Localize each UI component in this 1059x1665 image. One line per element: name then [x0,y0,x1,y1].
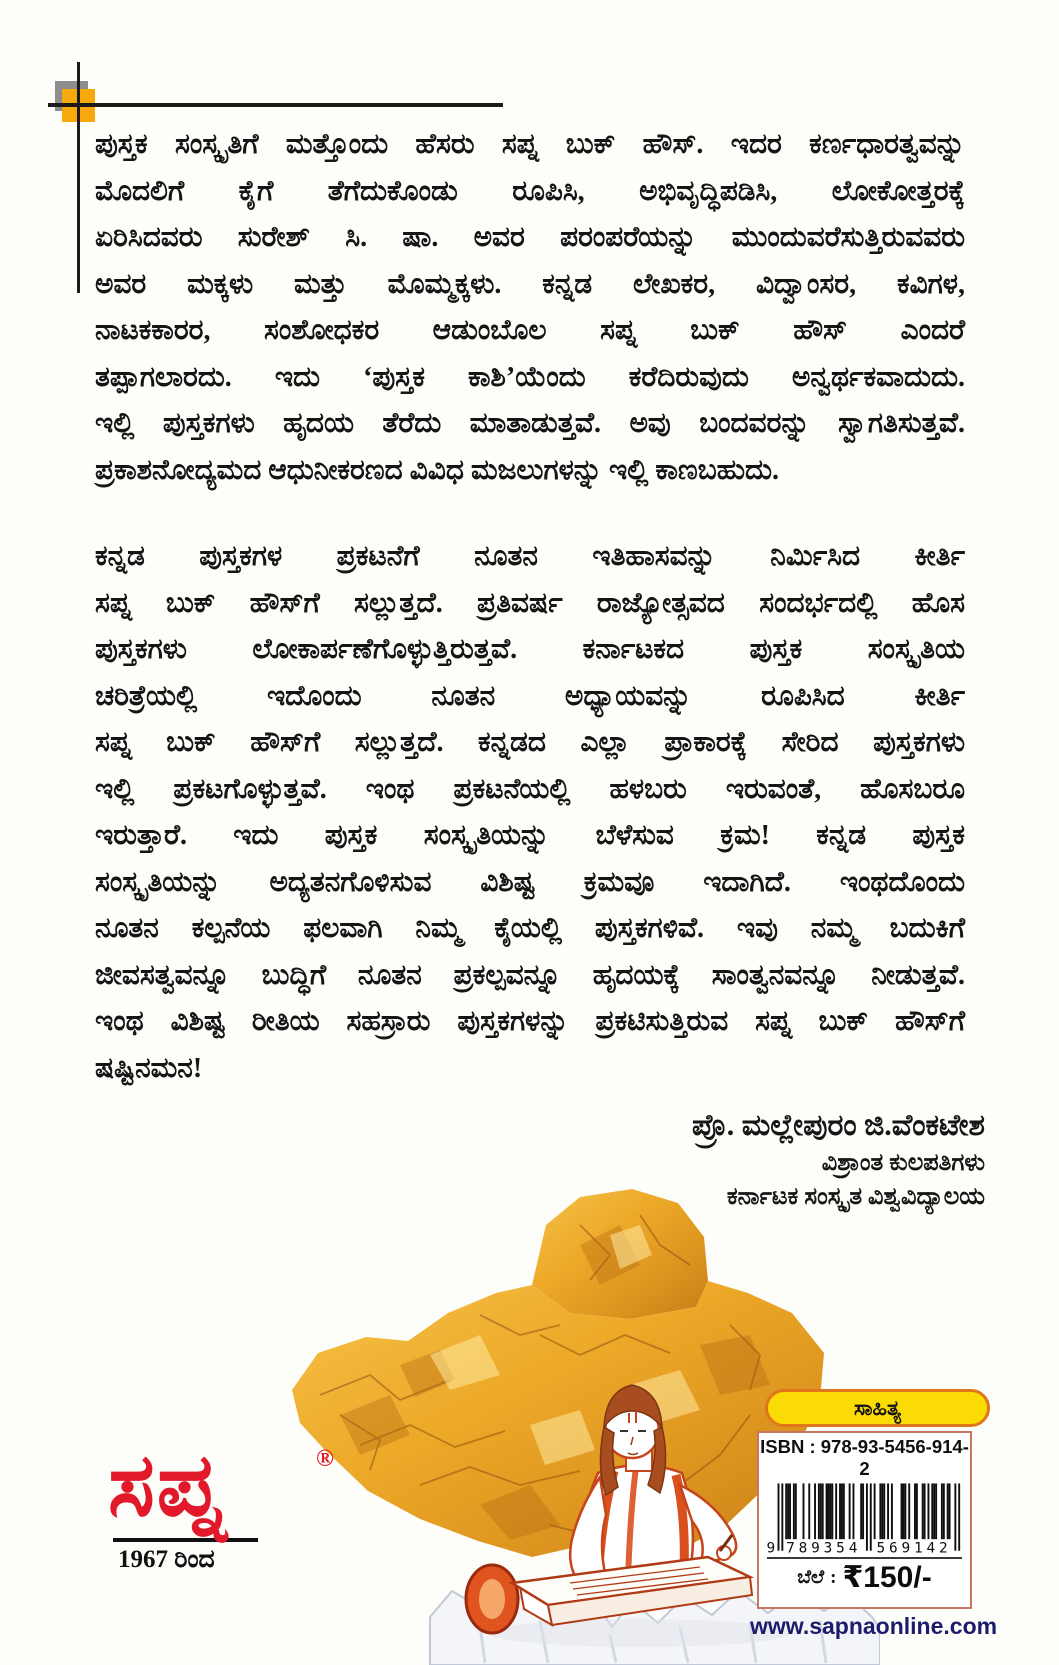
price-value: ₹150/- [842,1561,932,1594]
blurb-line: ನೂತನ ಕಲ್ಪನೆಯ ಫಲವಾಗಿ ನಿಮ್ಮ ಕೈಯಲ್ಲಿ ಪುಸ್ತಕಗಳಿವೆ. ಇವು ನಮ್ಮ ಬದುಕಿಗೆ [95,913,965,944]
website-url: www.sapnaonline.com [750,1613,998,1639]
blurb-line: ಚರಿತ್ರೆಯಲ್ಲಿ ಇದೊಂದು ನೂತನ ಅಧ್ಯಾಯವನ್ನು ರೂಪಿಸಿದ ಕೀರ್ತಿ [95,680,965,712]
blurb-line: ಇಲ್ಲಿ ಪ್ರಕಟಗೊಳ್ಳುತ್ತವೆ. ಇಂಥ ಪ್ರಕಟನೆಯಲ್ಲಿ ಹಳಬರು ಇರುವಂತೆ, ಹೊಸಬರೂ [95,773,965,805]
blurb-line: ಇಂಥ ವಿಶಿಷ್ಟ ರೀತಿಯ ಸಹಸ್ರಾರು ಪುಸ್ತಕಗಳನ್ನು ಪ್ರಕಟಿಸುತ್ತಿರುವ ಸಪ್ನ ಬುಕ್ ಹೌಸ್‌ಗೆ [95,1006,965,1037]
barcode [759,1481,970,1557]
logo-underline [113,1538,258,1542]
attribution-block [425,1106,985,1214]
blurb-line: ನಾಟಕಕಾರರ, ಸಂಶೋಧಕರ ಆಡುಂಬೊಲ ಸಪ್ನ ಬುಕ್ ಹೌಸ್ ಎಂದರೆ [95,315,965,346]
registered-mark-icon: ® [316,1446,334,1472]
blurb-line: ಜೀವಸತ್ವವನ್ನೂ ಬುದ್ಧಿಗೆ ನೂತನ ಪ್ರಕಲ್ಪವನ್ನೂ ಹೃದಯಕ್ಕೆ ಸಾಂತ್ವನವನ್ನೂ ನೀಡುತ್ತವೆ. [95,959,965,991]
price-separator: : [830,1566,837,1588]
barcode-svg [766,1481,964,1557]
isbn-text: ISBN : 978-93-5456-914-2 [760,1436,969,1479]
category-badge [765,1389,990,1427]
publisher-logo-text: ಸಪ್ನ [108,1438,228,1535]
blurb-line: ಅವರ ಮಕ್ಕಳು ಮತ್ತು ಮೊಮ್ಮಕ್ಕಳು. ಕನ್ನಡ ಲೇಖಕರ, ವಿದ್ವಾಂಸರ, ಕವಿಗಳ, [95,268,965,300]
price-label: ಬೆಲೆ [797,1566,825,1588]
blurb-line: ಕನ್ನಡ ಪುಸ್ತಕಗಳ ಪ್ರಕಟನೆಗೆ ನೂತನ ಇತಿಹಾಸವನ್ನು ನಿರ್ಮಿಸಿದ ಕೀರ್ತಿ [95,541,965,572]
blurb-line: ಪ್ರಕಾಶನೋದ್ಯಮದ ಆಧುನೀಕರಣದ ವಿವಿಧ ಮಜಲುಗಳನ್ನು ಇಲ್ಲಿ ಕಾಣಬಹುದು. [95,454,780,486]
author-name: ಪ್ರೊ. ಮಲ್ಲೇಪುರಂ ಜಿ.ವೆಂಕಟೇಶ [691,1109,985,1142]
blurb-paragraph-2 [95,534,965,1092]
isbn-box [757,1431,972,1609]
category-badge-label: ಸಾಹಿತ್ಯ [853,1395,902,1420]
blurb-line: ಸಪ್ನ ಬುಕ್ ಹೌಸ್‌ಗೆ ಸಲ್ಲುತ್ತದೆ. ಪ್ರತಿವರ್ಷ ರಾಜ್ಯೋತ್ಸವದ ಸಂದರ್ಭದಲ್ಲಿ ಹೊಸ [95,587,965,619]
blurb-line: ಏರಿಸಿದವರು ಸುರೇಶ್ ಸಿ. ಷಾ. ಅವರ ಪರಂಪರೆಯನ್ನು ಮುಂದುವರೆಸುತ್ತಿರುವವರು [95,222,965,253]
blurb-text [95,122,965,1092]
blurb-line: ಪುಸ್ತಕ ಸಂಸ್ಕೃತಿಗೆ ಮತ್ತೊಂದು ಹೆಸರು ಸಪ್ನ ಬುಕ್ ಹೌಸ್. ಇದರ ಕರ್ಣಧಾರತ್ವವನ್ನು [95,129,965,160]
blurb-line: ಮೊದಲಿಗೆ ಕೈಗೆ ತೆಗೆದುಕೊಂಡು ರೂಪಿಸಿ, ಅಭಿವೃದ್ಧಿಪಡಿಸಿ, ಲೋಕೋತ್ತರಕ್ಕೆ [95,175,965,207]
author-title-2: ಕರ್ನಾಟಕ ಸಂಸ್ಕೃತ ವಿಶ್ವವಿದ್ಯಾಲಯ [726,1184,985,1210]
barcode-digits-right: 569142 [875,1540,952,1557]
blurb-line: ಸಪ್ನ ಬುಕ್ ಹೌಸ್‌ಗೆ ಸಲ್ಲುತ್ತದೆ. ಕನ್ನಡದ ಎಲ್ಲಾ ಪ್ರಾಕಾರಕ್ಕೆ ಸೇರಿದ ಪುಸ್ತಕಗಳು [95,727,965,758]
publisher-logo [108,1438,368,1574]
publisher-since: 1967 ರಿಂದ [118,1546,215,1573]
blurb-paragraph-1 [95,122,965,494]
gold-foil [292,1189,824,1561]
price-row [759,1560,970,1595]
blurb-line: ತಪ್ಪಾಗಲಾರದು. ಇದು ‘ಪುಸ್ತಕ ಕಾಶಿ’ಯೆಂದು ಕರೆದಿರುವುದು ಅನ್ವರ್ಥಕವಾದುದು. [95,361,965,393]
price-divider [767,1557,962,1559]
blurb-line: ಇರುತ್ತಾರೆ. ಇದು ಪುಸ್ತಕ ಸಂಸ್ಕೃತಿಯನ್ನು ಬೆಳೆಸುವ ಕ್ರಮ! ಕನ್ನಡ ಪುಸ್ತಕ [95,820,965,851]
corner-horizontal-rule [48,103,503,107]
blurb-line: ಇಲ್ಲಿ ಪುಸ್ತಕಗಳು ಹೃದಯ ತೆರೆದು ಮಾತಾಡುತ್ತವೆ. ಅವು ಬಂದವರನ್ನು ಸ್ವಾಗತಿಸುತ್ತವೆ. [95,408,965,439]
blurb-line: ಪುಸ್ತಕಗಳು ಲೋಕಾರ್ಪಣೆಗೊಳ್ಳುತ್ತಿರುತ್ತವೆ. ಕರ್ನಾಟಕದ ಪುಸ್ತಕ ಸಂಸ್ಕೃತಿಯ [95,634,965,665]
blurb-line: ಸಂಸ್ಕೃತಿಯನ್ನು ಅದ್ಯತನಗೊಳಿಸುವ ವಿಶಿಷ್ಟ ಕ್ರಮವೂ ಇದಾಗಿದೆ. ಇಂಥದೊಂದು [95,866,965,898]
blurb-line: ಷಷ್ಟಿನಮನ! [95,1052,203,1084]
author-title-1: ವಿಶ್ರಾಂತ ಕುಲಪತಿಗಳು [821,1150,985,1176]
barcode-digit-lead: 9 [765,1540,775,1557]
barcode-digits-left: 789354 [785,1540,861,1557]
corner-vertical-rule [77,62,80,293]
